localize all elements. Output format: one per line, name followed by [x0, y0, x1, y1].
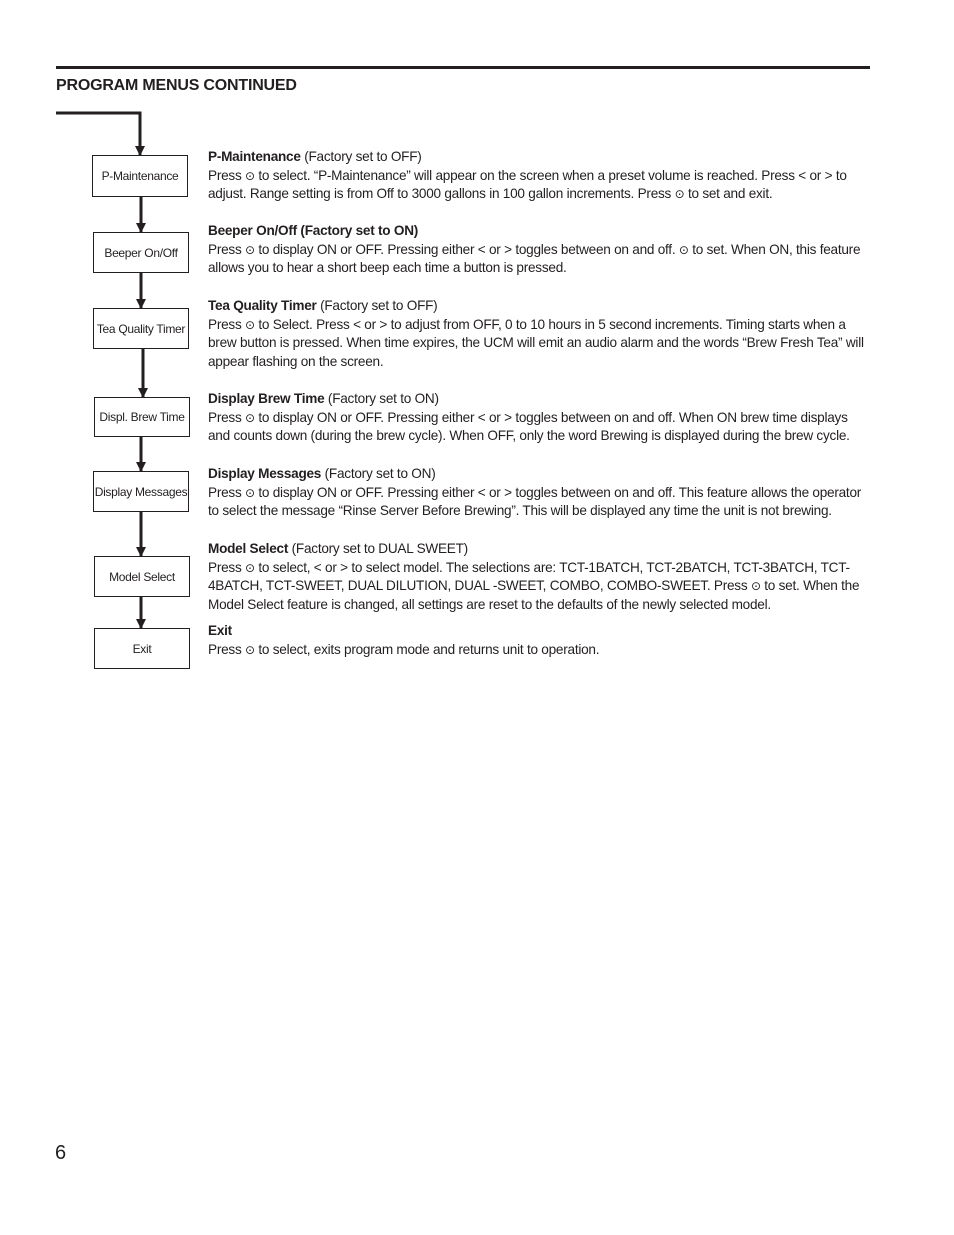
flow-box-tea-quality-timer: Tea Quality Timer: [93, 308, 189, 349]
select-button-icon: ⊙: [245, 485, 255, 500]
entry-title: Model Select: [208, 541, 289, 556]
entry-title: Beeper On/Off (Factory set to ON): [208, 223, 419, 238]
entry-body: Press ⊙ to select. “P-Maintenance” will appear on the screen when a preset volume is reached. Press < or > to adjust. Range setting is from Off to 3000 gallons in 100 gallon increments. Press ⊙ to set and exit.: [208, 167, 847, 202]
page-number: 6: [55, 1142, 67, 1164]
entry-exit: [208, 622, 870, 659]
entry-display-messages: [208, 465, 870, 521]
entry-qualifier: (Factory set to ON): [324, 391, 439, 406]
select-button-icon: ⊙: [245, 642, 255, 657]
entry-display-brew-time: [208, 390, 870, 446]
select-button-icon: ⊙: [678, 242, 689, 257]
flow-box-exit: Exit: [94, 628, 190, 669]
flow-box-display-messages: Display Messages: [93, 471, 189, 512]
entry-arrow: [56, 113, 140, 155]
menu-flowchart: [0, 0, 200, 680]
entry-qualifier: (Factory set to DUAL SWEET): [288, 541, 468, 556]
entry-model-select: [208, 540, 870, 615]
select-button-icon: ⊙: [750, 579, 761, 594]
entry-tea-quality-timer: [208, 297, 870, 372]
select-button-icon: ⊙: [245, 410, 255, 425]
select-button-icon: ⊙: [245, 168, 255, 183]
entry-body: Press ⊙ to select, < or > to select model. The selections are: TCT-1BATCH, TCT-2BATCH, TCT-3BATCH, TCT-4BATCH, TCT-SWEET, DUAL DILUTION, DUAL -SWEET, COMBO, COMBO-SWEET. Press ⊙ to set. When the Model Select feature is changed, all settings are reset to the defaults of the newly selected model.: [208, 559, 860, 613]
select-button-icon: ⊙: [245, 242, 255, 257]
entry-body: Press ⊙ to display ON or OFF. Pressing either < or > toggles between on and off. When ON brew time displays and counts down (during the brew cycle). When OFF, only the word Brewing is displayed during the brew cycle.: [208, 409, 850, 444]
flow-box-p-maintenance: P-Maintenance: [92, 155, 188, 197]
entry-qualifier: (Factory set to OFF): [316, 298, 438, 313]
entry-title: Display Brew Time: [208, 391, 325, 406]
entry-body: Press ⊙ to display ON or OFF. Pressing either < or > toggles between on and off. ⊙ to set. When ON, this feature allows you to hear a short beep each time a button is pressed.: [208, 241, 861, 276]
entry-qualifier: (Factory set to ON): [321, 466, 436, 481]
section-title: PROGRAM MENUS CONTINUED: [56, 77, 297, 94]
entry-title: Tea Quality Timer: [208, 298, 317, 313]
entry-title: Exit: [208, 623, 232, 638]
entry-body: Press ⊙ to Select. Press < or > to adjust from OFF, 0 to 10 hours in 5 second increments. Timing starts when a brew button is pressed. When time expires, the UCM will emit an audio alarm and the words “Brew Fresh Tea” will appear flashing on the screen.: [208, 316, 864, 370]
entry-qualifier: (Factory set to OFF): [300, 149, 422, 164]
entry-p-maintenance: [208, 148, 870, 204]
entry-body: Press ⊙ to display ON or OFF. Pressing either < or > toggles between on and off. This feature allows the operator to select the message “Rinse Server Before Brewing”. This will be displayed any time the unit is not brewing.: [208, 484, 862, 519]
select-button-icon: ⊙: [674, 187, 685, 202]
flow-box-displ-brew-time: Displ. Brew Time: [94, 397, 190, 437]
entry-beeper: [208, 222, 870, 278]
select-button-icon: ⊙: [245, 317, 255, 332]
select-button-icon: ⊙: [245, 560, 255, 575]
flow-box-beeper: Beeper On/Off: [93, 232, 189, 273]
entry-title: P-Maintenance: [208, 149, 301, 164]
entry-title: Display Messages: [208, 466, 322, 481]
flow-box-model-select: Model Select: [94, 556, 190, 597]
entry-body: Press ⊙ to select, exits program mode and returns unit to operation.: [208, 641, 600, 657]
